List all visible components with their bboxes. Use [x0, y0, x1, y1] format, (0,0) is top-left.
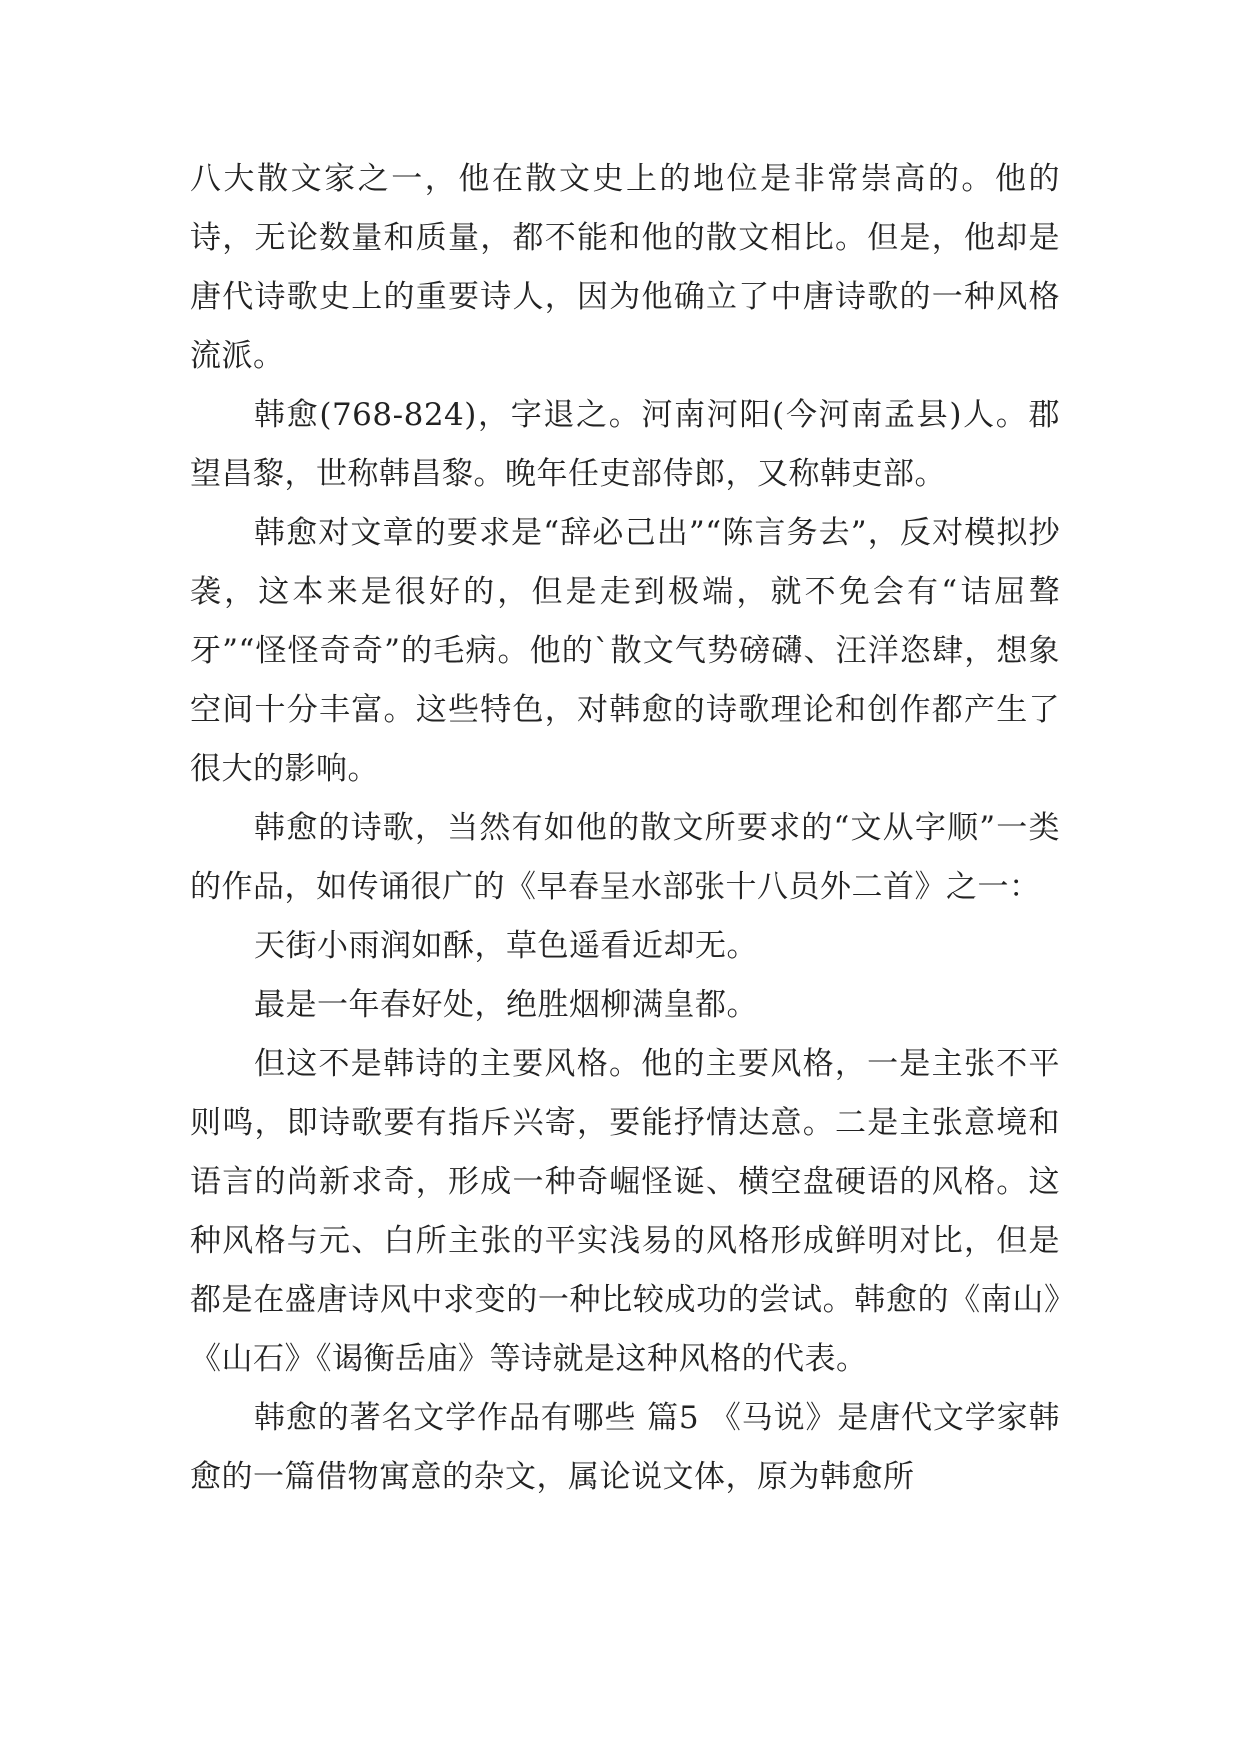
paragraph-6: 韩愈的著名文学作品有哪些 篇5 《马说》是唐代文学家韩愈的一篇借物寓意的杂文，属论说文体，原为韩愈所: [190, 1400, 1060, 1495]
document-page: [190, 150, 1060, 1507]
paragraph-5: 但这不是韩诗的主要风格。他的主要风格，一是主张不平则鸣，即诗歌要有指斥兴寄，要能抒情达意。二是主张意境和语言的尚新求奇，形成一种奇崛怪诞、横空盘硬语的风格。这种风格与元、白所主张的平实浅易的风格形成鲜明对比，但是都是在盛唐诗风中求变的一种比较成功的尝试。韩愈的《南山》《山石》《谒衡岳庙》等诗就是这种风格的代表。: [190, 1046, 1060, 1377]
paragraph-2: 韩愈(768-824)，字退之。河南河阳(今河南孟县)人。郡望昌黎，世称韩昌黎。晚年任吏部侍郎，又称韩吏部。: [190, 397, 1060, 492]
paragraph-1: 八大散文家之一，他在散文史上的地位是非常崇高的。他的诗，无论数量和质量，都不能和他的散文相比。但是，他却是唐代诗歌史上的重要诗人，因为他确立了中唐诗歌的一种风格流派。: [190, 161, 1060, 374]
paragraph-4: 韩愈的诗歌，当然有如他的散文所要求的“文从字顺”一类的作品，如传诵很广的《早春呈水部张十八员外二首》之一：: [190, 810, 1060, 905]
poem-line-1: 天街小雨润如酥，草色遥看近却无。: [254, 928, 758, 964]
poem-line-2: 最是一年春好处，绝胜烟柳满皇都。: [254, 987, 758, 1023]
paragraph-3: 韩愈对文章的要求是“辞必己出”“陈言务去”，反对模拟抄袭，这本来是很好的，但是走到极端，就不免会有“诘屈聱牙”“怪怪奇奇”的毛病。他的`散文气势磅礴、汪洋恣肆，想象空间十分丰富。这些特色，对韩愈的诗歌理论和创作都产生了很大的影响。: [190, 515, 1060, 787]
